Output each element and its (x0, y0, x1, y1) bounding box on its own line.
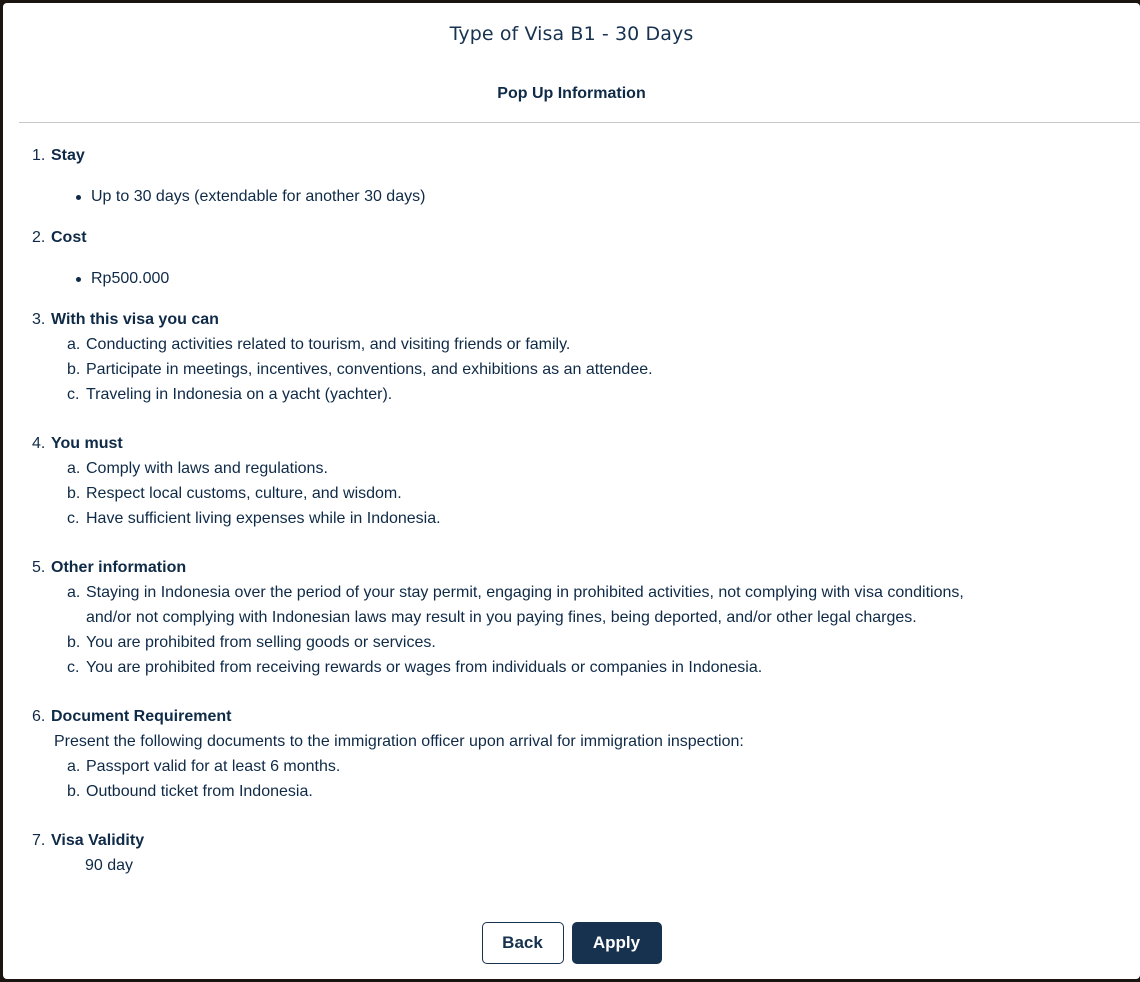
list-item (32, 655, 1112, 680)
list-item-text: You are prohibited from selling goods or services. (86, 634, 436, 651)
list-letter: b. (67, 634, 81, 651)
lettered-list (32, 332, 1112, 407)
bullet-icon (76, 277, 81, 282)
modal-footer (3, 922, 1140, 964)
visa-info-modal (3, 3, 1140, 979)
list-item-text: Passport valid for at least 6 months. (86, 758, 341, 775)
section-title: You must (51, 435, 123, 452)
bullet-icon (76, 195, 81, 200)
list-item (32, 332, 1112, 357)
list-item-text: Rp500.000 (91, 270, 170, 287)
section-number: 6. (32, 708, 46, 725)
section-number: 1. (32, 147, 46, 164)
section-number: 5. (32, 559, 46, 576)
list-item (32, 754, 1112, 779)
list-letter: b. (67, 361, 81, 378)
list-letter: b. (67, 783, 81, 800)
section-heading (32, 143, 1112, 168)
list-item (32, 184, 1112, 209)
section-title: Stay (51, 147, 85, 164)
list-letter: a. (67, 460, 81, 477)
list-letter: a. (67, 584, 81, 601)
lettered-list (32, 580, 1112, 680)
apply-button[interactable]: Apply (572, 922, 662, 964)
visa-info-content (32, 143, 1112, 878)
section-title: Other information (51, 559, 187, 576)
list-letter: c. (67, 386, 80, 403)
section-number: 2. (32, 229, 46, 246)
list-item-text: Participate in meetings, incentives, conventions, and exhibitions as an attendee. (86, 361, 653, 378)
lettered-list (32, 754, 1112, 804)
section-number: 7. (32, 832, 46, 849)
list-item (32, 266, 1112, 291)
list-letter: a. (67, 336, 81, 353)
section-cost (32, 225, 1112, 291)
list-letter: c. (67, 510, 80, 527)
list-letter: c. (67, 659, 80, 676)
section-heading (32, 307, 1112, 332)
bullet-list (32, 184, 1112, 209)
list-item-text: Comply with laws and regulations. (86, 460, 328, 477)
section-heading (32, 431, 1112, 456)
back-button[interactable]: Back (482, 922, 564, 964)
visa-validity-value: 90 day (85, 857, 134, 874)
list-item-text: Traveling in Indonesia on a yacht (yachter). (86, 386, 393, 403)
lettered-list (32, 456, 1112, 531)
section-stay (32, 143, 1112, 209)
list-item (32, 506, 1112, 531)
list-item (32, 357, 1112, 382)
list-item (32, 630, 1112, 655)
section-other-information (32, 555, 1112, 704)
section-title: Visa Validity (51, 832, 145, 849)
list-item (32, 580, 966, 630)
list-item (32, 481, 1112, 506)
section-heading (32, 828, 1112, 853)
section-title: With this visa you can (51, 311, 219, 328)
list-item (32, 456, 1112, 481)
modal-subtitle: Pop Up Information (497, 85, 646, 102)
section-title: Document Requirement (51, 708, 232, 725)
list-item (32, 382, 1112, 407)
bullet-list (32, 266, 1112, 291)
section-heading (32, 704, 1112, 729)
section-heading (32, 555, 1112, 580)
section-obligations (32, 431, 1112, 555)
list-letter: b. (67, 485, 81, 502)
section-heading (32, 225, 1112, 250)
section-number: 4. (32, 435, 46, 452)
list-item-text: Have sufficient living expenses while in Indonesia. (86, 510, 441, 527)
list-item-text: Outbound ticket from Indonesia. (86, 783, 313, 800)
section-note: Present the following documents to the immigration officer upon arrival for immigration inspection: (54, 733, 744, 750)
modal-title: Type of Visa B1 - 30 Days (449, 23, 694, 45)
list-item-text: Conducting activities related to tourism, and visiting friends or family. (86, 336, 571, 353)
list-item-text: Staying in Indonesia over the period of your stay permit, engaging in prohibited activities, not complying with visa conditions, and/or not complying with Indonesian laws may result in you paying fines, being deported, and/or other legal charges. (86, 584, 964, 626)
list-item (32, 779, 1112, 804)
section-permitted-activities (32, 307, 1112, 431)
list-item-text: You are prohibited from receiving rewards or wages from individuals or companies in Indonesia. (86, 659, 763, 676)
section-number: 3. (32, 311, 46, 328)
section-document-requirement (32, 704, 1112, 828)
list-item-text: Up to 30 days (extendable for another 30 days) (91, 188, 426, 205)
section-visa-validity (32, 828, 1112, 878)
header-divider (19, 122, 1140, 123)
list-letter: a. (67, 758, 81, 775)
section-title: Cost (51, 229, 87, 246)
list-item-text: Respect local customs, culture, and wisdom. (86, 485, 402, 502)
